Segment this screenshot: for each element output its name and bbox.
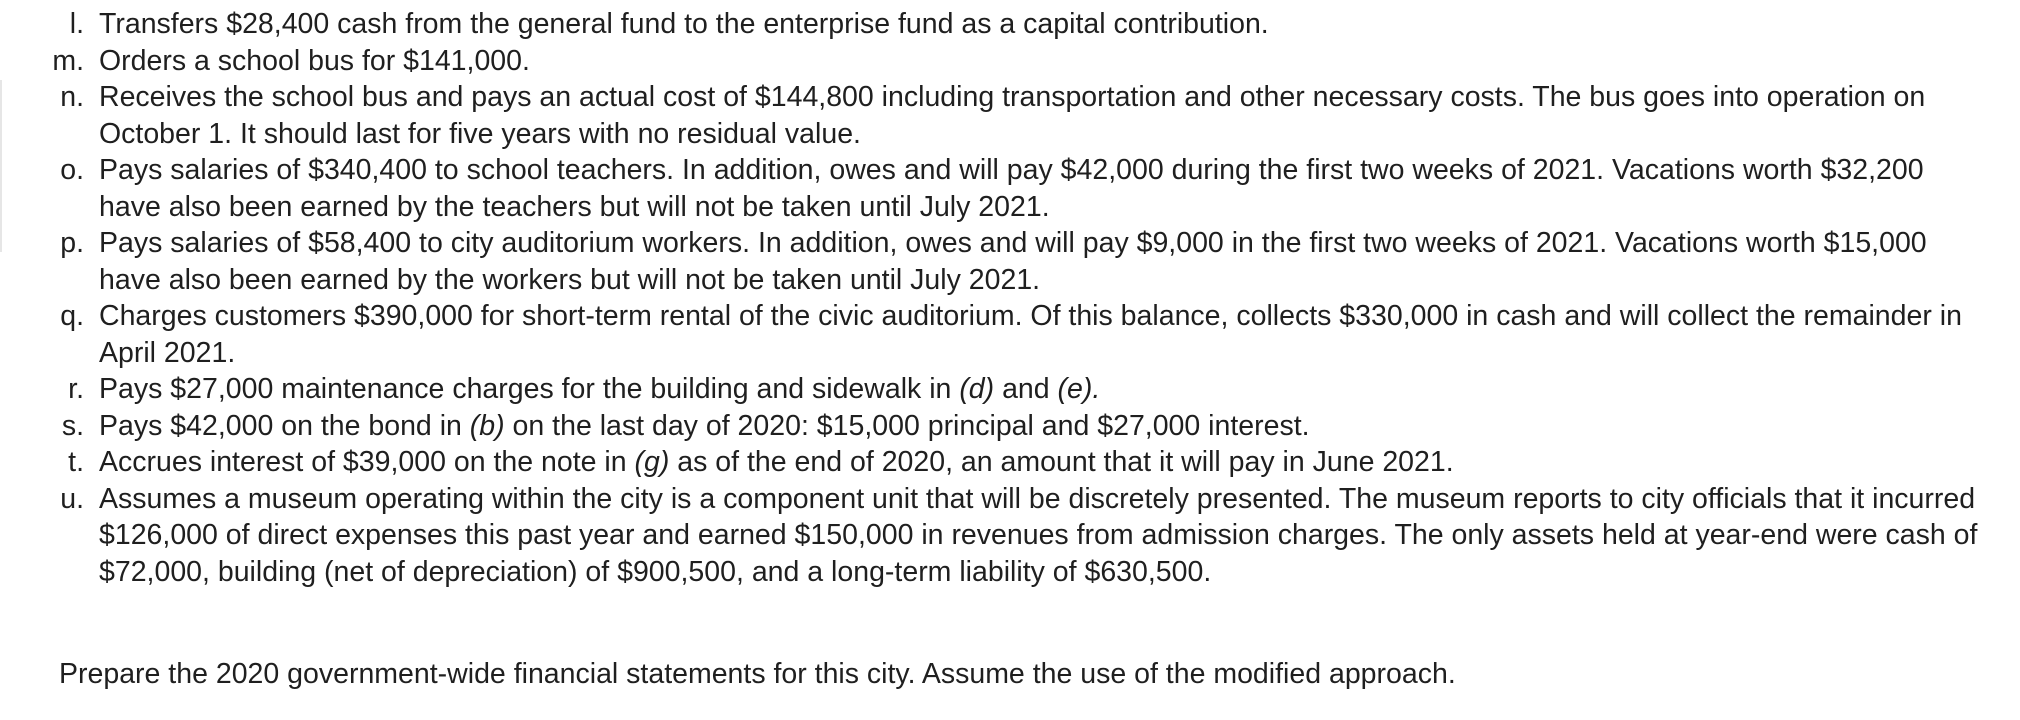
item-text-segment: Pays salaries of $340,400 to school teachers. In addition, owes and will pay $42,000 during the first two weeks of 2021. Vacations worth $32,200 have also been earned by the teachers but will not be taken until July 2021. (99, 154, 1924, 223)
item-text-segment: Accrues interest of $39,000 on the note in (99, 446, 635, 478)
list-item-text (99, 371, 1989, 408)
list-item-text (99, 444, 1989, 481)
list-item-letter: m. (52, 44, 84, 77)
list-item-letter: n. (60, 81, 84, 113)
list-item (0, 79, 2000, 152)
item-text-segment: as of the end of 2020, an amount that it will pay in June 2021. (669, 446, 1454, 478)
list-item-text (99, 79, 1989, 152)
list-item (0, 481, 2000, 591)
item-reference: (b) (469, 409, 505, 442)
item-text-segment: Assumes a museum operating within the city is a component unit that will be discretely presented. The museum reports to city officials that it incurred $126,000 of direct expenses this past year and earned $150,000 in revenues from admission charges. The only assets held at year-end were cash of $72,000, building (net of depreciation) of $900,500, and a long-term liability of $630,500. (99, 482, 1978, 588)
list-item-text (99, 298, 1989, 371)
list-item-letter: p. (60, 227, 84, 259)
list-item-letter: r. (68, 373, 84, 405)
list-item-letter: t. (68, 446, 84, 478)
list-item-text (99, 6, 1989, 43)
list-item-letter: u. (60, 482, 84, 515)
item-text-segment: Charges customers $390,000 for short-term rental of the civic auditorium. Of this balance, collects $330,000 in cash and will collect the remainder in April 2021. (99, 300, 1962, 369)
list-item (0, 444, 2000, 481)
item-reference: (g) (634, 446, 670, 478)
list-item (0, 298, 2000, 371)
list-item-text (99, 225, 1989, 298)
item-text-segment: Pays $42,000 on the bond in (99, 409, 470, 442)
list-item-letter: s. (61, 409, 84, 442)
list-item-letter: q. (60, 300, 84, 332)
list-item (0, 152, 2000, 225)
list-item (0, 6, 2000, 43)
item-text-segment: Pays salaries of $58,400 to city auditorium workers. In addition, owes and will pay $9,000 in the first two weeks of 2021. Vacations worth $15,000 have also been earned by the workers but will not be taken until July 2021. (99, 227, 1927, 296)
list-item (0, 408, 2000, 445)
instruction-text: Prepare the 2020 government-wide financial statements for this city. Assume the use of the modified approach. (59, 658, 1456, 690)
list-item-text (99, 408, 1989, 445)
item-reference: (d) (959, 373, 995, 405)
list-item (0, 43, 2000, 80)
item-reference: (e). (1057, 373, 1101, 405)
item-text-segment: Receives the school bus and pays an actual cost of $144,800 including transportation and other necessary costs. The bus goes into operation on October 1. It should last for five years with no residual value. (99, 81, 1926, 150)
transaction-list (0, 6, 2000, 590)
list-item-text (99, 152, 1989, 225)
item-text-segment: Pays $27,000 maintenance charges for the building and sidewalk in (99, 373, 960, 405)
list-item-letter: o. (60, 154, 84, 186)
item-text-segment: and (994, 373, 1058, 405)
item-text-segment: Orders a school bus for $141,000. (99, 44, 530, 77)
item-text-segment: Transfers $28,400 cash from the general fund to the enterprise fund as a capital contribution. (99, 8, 1269, 40)
list-item-text (99, 43, 1989, 80)
item-text-segment: on the last day of 2020: $15,000 principal and $27,000 interest. (504, 409, 1310, 442)
list-item (0, 225, 2000, 298)
list-item-letter: l. (69, 8, 84, 40)
list-item (0, 371, 2000, 408)
list-item-text (99, 481, 1989, 591)
